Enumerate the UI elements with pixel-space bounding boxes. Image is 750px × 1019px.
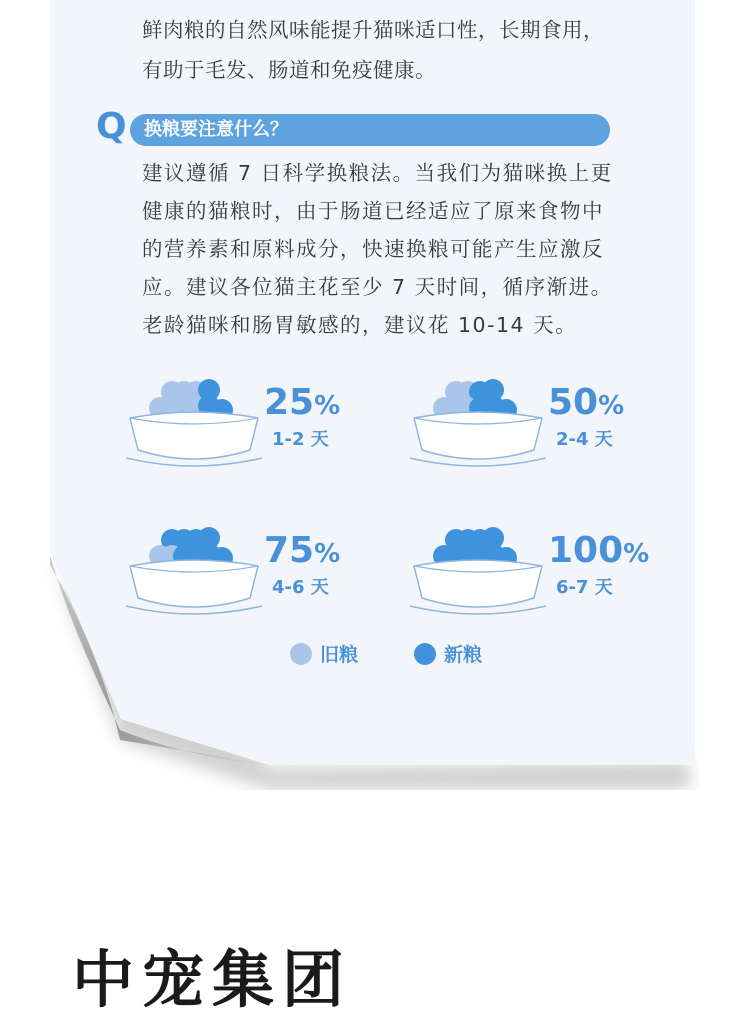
question-letter: Q xyxy=(96,106,127,147)
schedule-item-75 xyxy=(124,526,384,636)
intro-line: 鲜肉粮的自然风味能提升猫咪适口性，长期食用， xyxy=(142,18,604,42)
legend-old xyxy=(290,640,358,670)
bowl-body xyxy=(130,412,258,459)
days-range: 4-6 天 xyxy=(272,577,329,598)
schedule-item-25 xyxy=(124,378,384,488)
answer-text xyxy=(142,154,682,344)
brand-title: 中宠集团 xyxy=(72,943,353,1016)
days-range: 2-4 天 xyxy=(556,429,613,450)
percent-value: 75% xyxy=(264,530,341,571)
food-bowl-icon xyxy=(408,378,548,468)
old-food-dot-icon xyxy=(290,643,312,665)
schedule-item-100 xyxy=(408,526,668,636)
bowl-body xyxy=(130,560,258,607)
percent-value: 25% xyxy=(264,382,341,423)
schedule-item-50 xyxy=(408,378,668,488)
percent-value: 100% xyxy=(548,530,650,571)
legend-old-label: 旧粮 xyxy=(320,644,359,666)
answer-line: 老龄猫咪和肠胃敏感的，建议花 10-14 天。 xyxy=(142,313,578,337)
food-bowl-icon xyxy=(124,378,264,468)
answer-line: 应。建议各位猫主花至少 7 天时间，循序渐进。 xyxy=(142,275,613,299)
new-food-dot-icon xyxy=(414,643,436,665)
intro-text xyxy=(142,10,662,90)
bowl-body xyxy=(414,560,542,607)
legend-new-label: 新粮 xyxy=(444,644,483,666)
legend-new xyxy=(414,640,482,670)
intro-line: 有助于毛发、肠道和免疫健康。 xyxy=(142,58,436,82)
days-range: 1-2 天 xyxy=(272,429,329,450)
answer-line: 建议遵循 7 日科学换粮法。当我们为猫咪换上更 xyxy=(142,161,613,185)
answer-line: 健康的猫粮时，由于肠道已经适应了原来食物中 xyxy=(142,199,604,223)
food-bowl-icon xyxy=(408,526,548,616)
food-bowl-icon xyxy=(124,526,264,616)
percent-value: 50% xyxy=(548,382,625,423)
days-range: 6-7 天 xyxy=(556,577,613,598)
question-title: 换粮要注意什么？ xyxy=(130,114,610,146)
answer-line: 的营养素和原料成分，快速换粮可能产生应激反 xyxy=(142,237,604,261)
bowl-body xyxy=(414,412,542,459)
